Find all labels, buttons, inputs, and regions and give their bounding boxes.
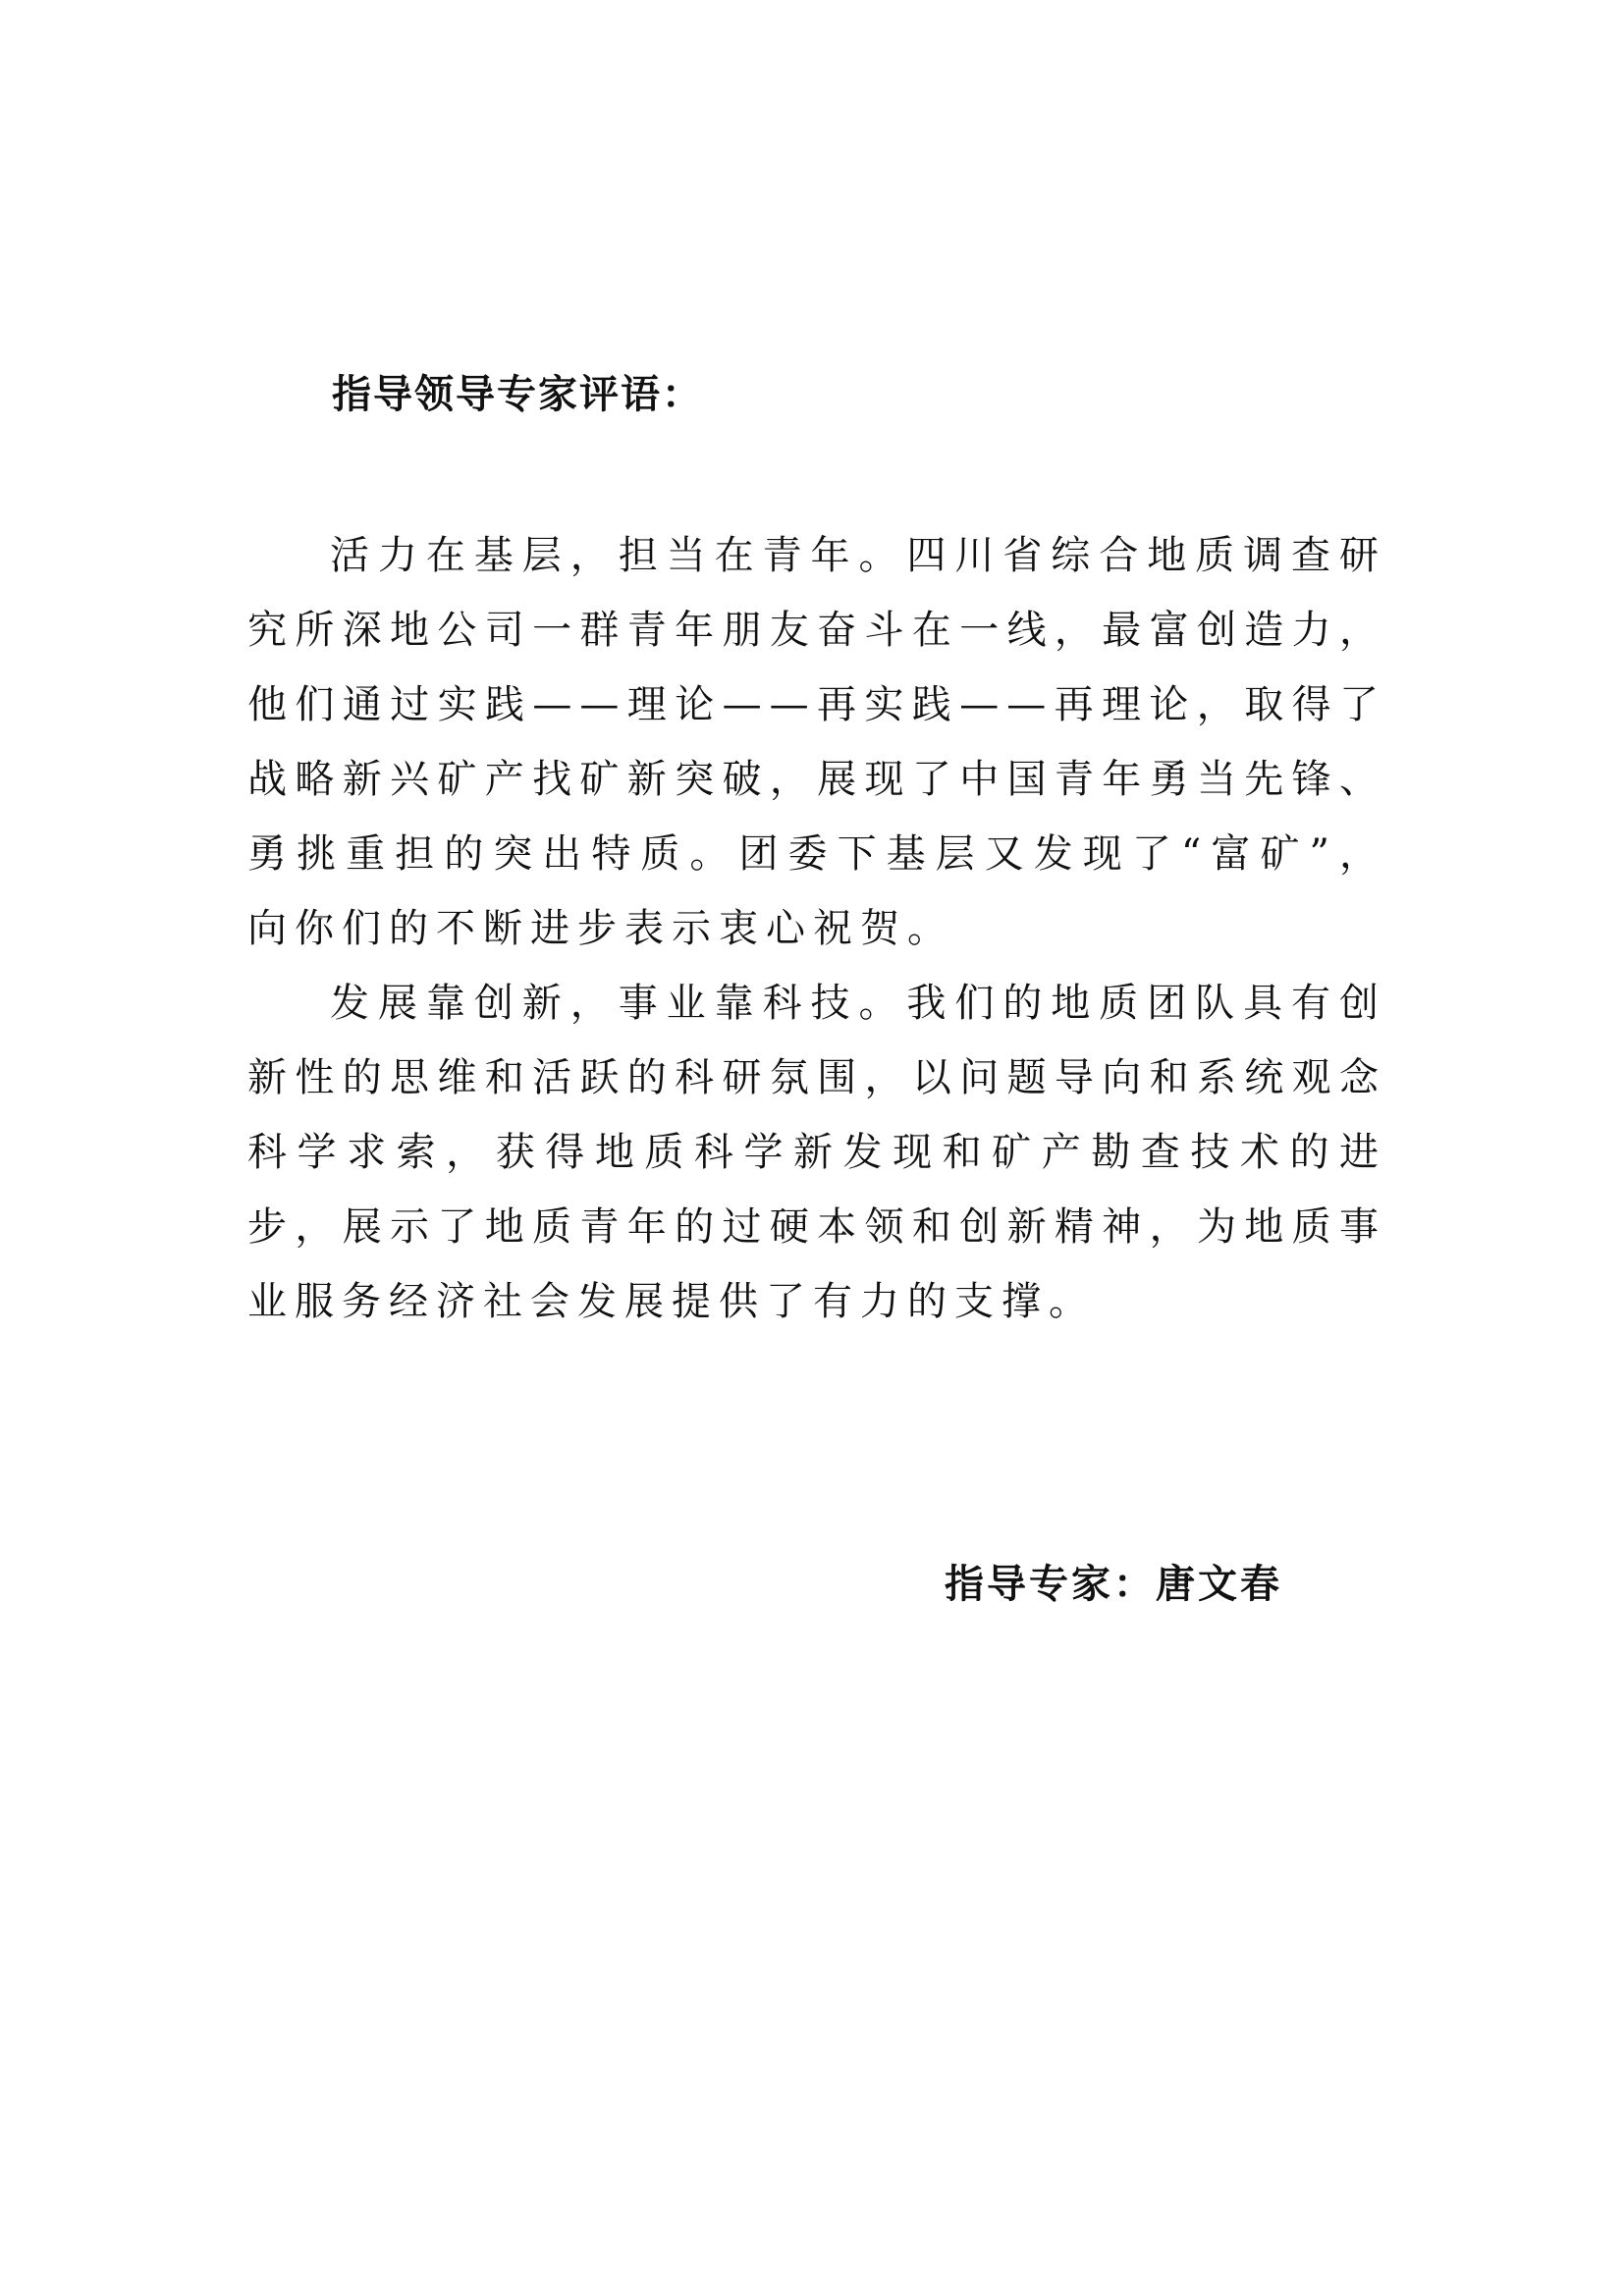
comment-body	[247, 518, 1386, 1339]
comment-heading: 指导领导专家评语：	[332, 372, 703, 417]
expert-signature-line: 指导专家：唐文春	[945, 1562, 1282, 1607]
comment-paragraph-1: 活力在基层，担当在青年。四川省综合地质调查研究所深地公司一群青年朋友奋斗在一线，最富创造力，他们通过实践——理论——再实践——再理论，取得了战略新兴矿产找矿新突破，展现了中国青年勇当先锋、勇挑重担的突出特质。团委下基层又发现了“富矿”，向你们的不断进步表示衷心祝贺。	[247, 533, 1386, 951]
comment-paragraph-2: 发展靠创新，事业靠科技。我们的地质团队具有创新性的思维和活跃的科研氛围，以问题导向和系统观念科学求索，获得地质科学新发现和矿产勘查技术的进步，展示了地质青年的过硬本领和创新精神，为地质事业服务经济社会发展提供了有力的支撑。	[247, 981, 1386, 1324]
